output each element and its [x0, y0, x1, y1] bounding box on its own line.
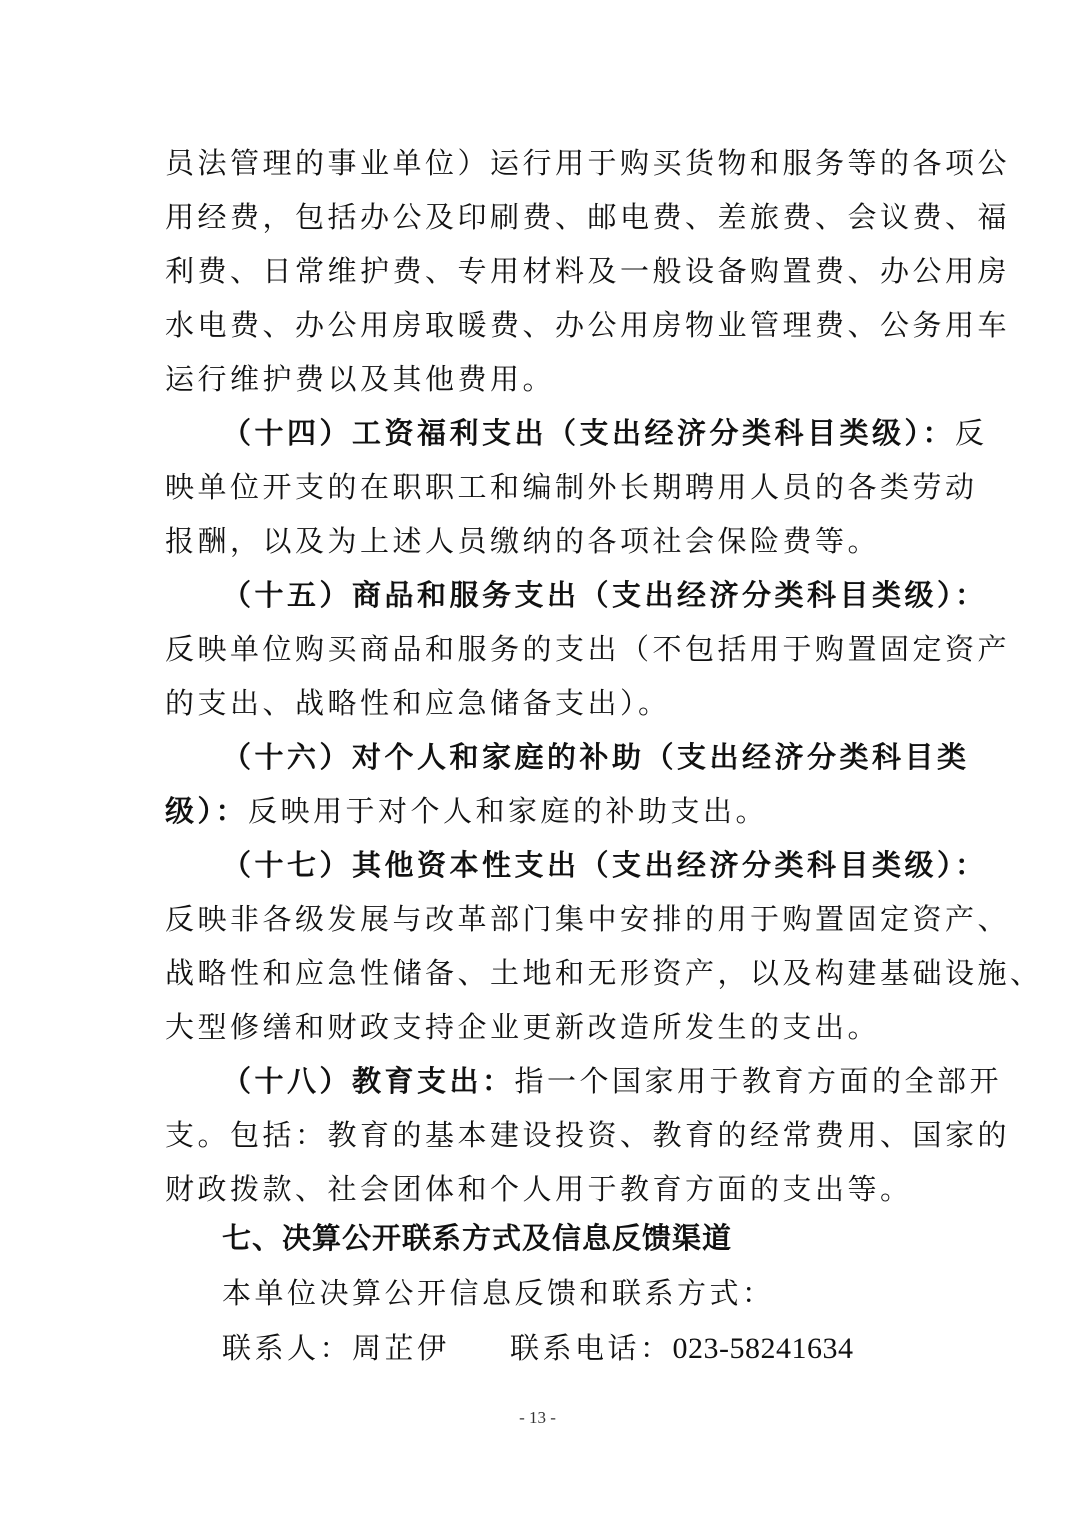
paragraph-line: 利费、日常维护费、专用材料及一般设备购置费、办公用房	[165, 254, 1011, 288]
page-number: - 13 -	[519, 1408, 556, 1427]
item-17-line: 大型修缮和财政支持企业更新改造所发生的支出。	[165, 1010, 881, 1044]
item-18-text: 指一个国家用于教育方面的全部开	[514, 1064, 1003, 1098]
paragraph-line: 用经费，包括办公及印刷费、邮电费、差旅费、会议费、福	[165, 200, 1011, 234]
item-16-text: 反映用于对个人和家庭的补助支出。	[248, 794, 769, 828]
item-15-line: 反映单位购买商品和服务的支出（不包括用于购置固定资产	[165, 632, 1011, 666]
item-16-second-line	[165, 791, 768, 831]
paragraph-line: 员法管理的事业单位）运行用于购买货物和服务等的各项公	[165, 146, 1011, 180]
paragraph-line: 水电费、办公用房取暖费、办公用房物业管理费、公务用车	[165, 308, 1011, 342]
item-15-first-line	[222, 575, 988, 615]
item-14-title: （十四）工资福利支出（支出经济分类科目类级）：	[222, 416, 956, 450]
item-17-title: （十七）其他资本性支出（支出经济分类科目类级）：	[222, 848, 988, 882]
item-16-title-end: 级）：	[165, 794, 249, 828]
contact-person: 联系人：周芷伊	[222, 1331, 450, 1365]
section-7-intro: 本单位决算公开信息反馈和联系方式：	[222, 1276, 775, 1310]
contact-phone	[510, 1328, 854, 1369]
item-14-first-line	[222, 413, 988, 453]
item-17-line: 反映非各级发展与改革部门集中安排的用于购置固定资产、	[165, 902, 1011, 936]
item-18-title: （十八）教育支出：	[222, 1064, 515, 1098]
item-17-first-line	[222, 845, 988, 885]
paragraph-line: 运行维护费以及其他费用。	[165, 362, 556, 396]
item-16-first-line	[222, 737, 970, 777]
section-7-heading: 七、决算公开联系方式及信息反馈渠道	[222, 1221, 733, 1255]
item-18-line: 支。包括：教育的基本建设投资、教育的经常费用、国家的	[165, 1118, 1011, 1152]
item-14-line: 报酬，以及为上述人员缴纳的各项社会保险费等。	[165, 524, 881, 558]
item-18-line: 财政拨款、社会团体和个人用于教育方面的支出等。	[165, 1172, 913, 1206]
item-15-line: 的支出、战略性和应急储备支出）。	[165, 686, 671, 720]
item-18-first-line	[222, 1061, 1002, 1101]
item-17-line: 战略性和应急性储备、土地和无形资产，以及构建基础设施、	[165, 956, 1043, 990]
item-15-title: （十五）商品和服务支出（支出经济分类科目类级）：	[222, 578, 988, 612]
contact-phone-label: 联系电话：	[510, 1331, 673, 1365]
item-16-title: （十六）对个人和家庭的补助（支出经济分类科目类	[222, 740, 970, 774]
item-14-text: 反	[955, 416, 988, 450]
contact-phone-value: 023-58241634	[672, 1332, 854, 1365]
item-14-line: 映单位开支的在职职工和编制外长期聘用人员的各类劳动	[165, 470, 978, 504]
